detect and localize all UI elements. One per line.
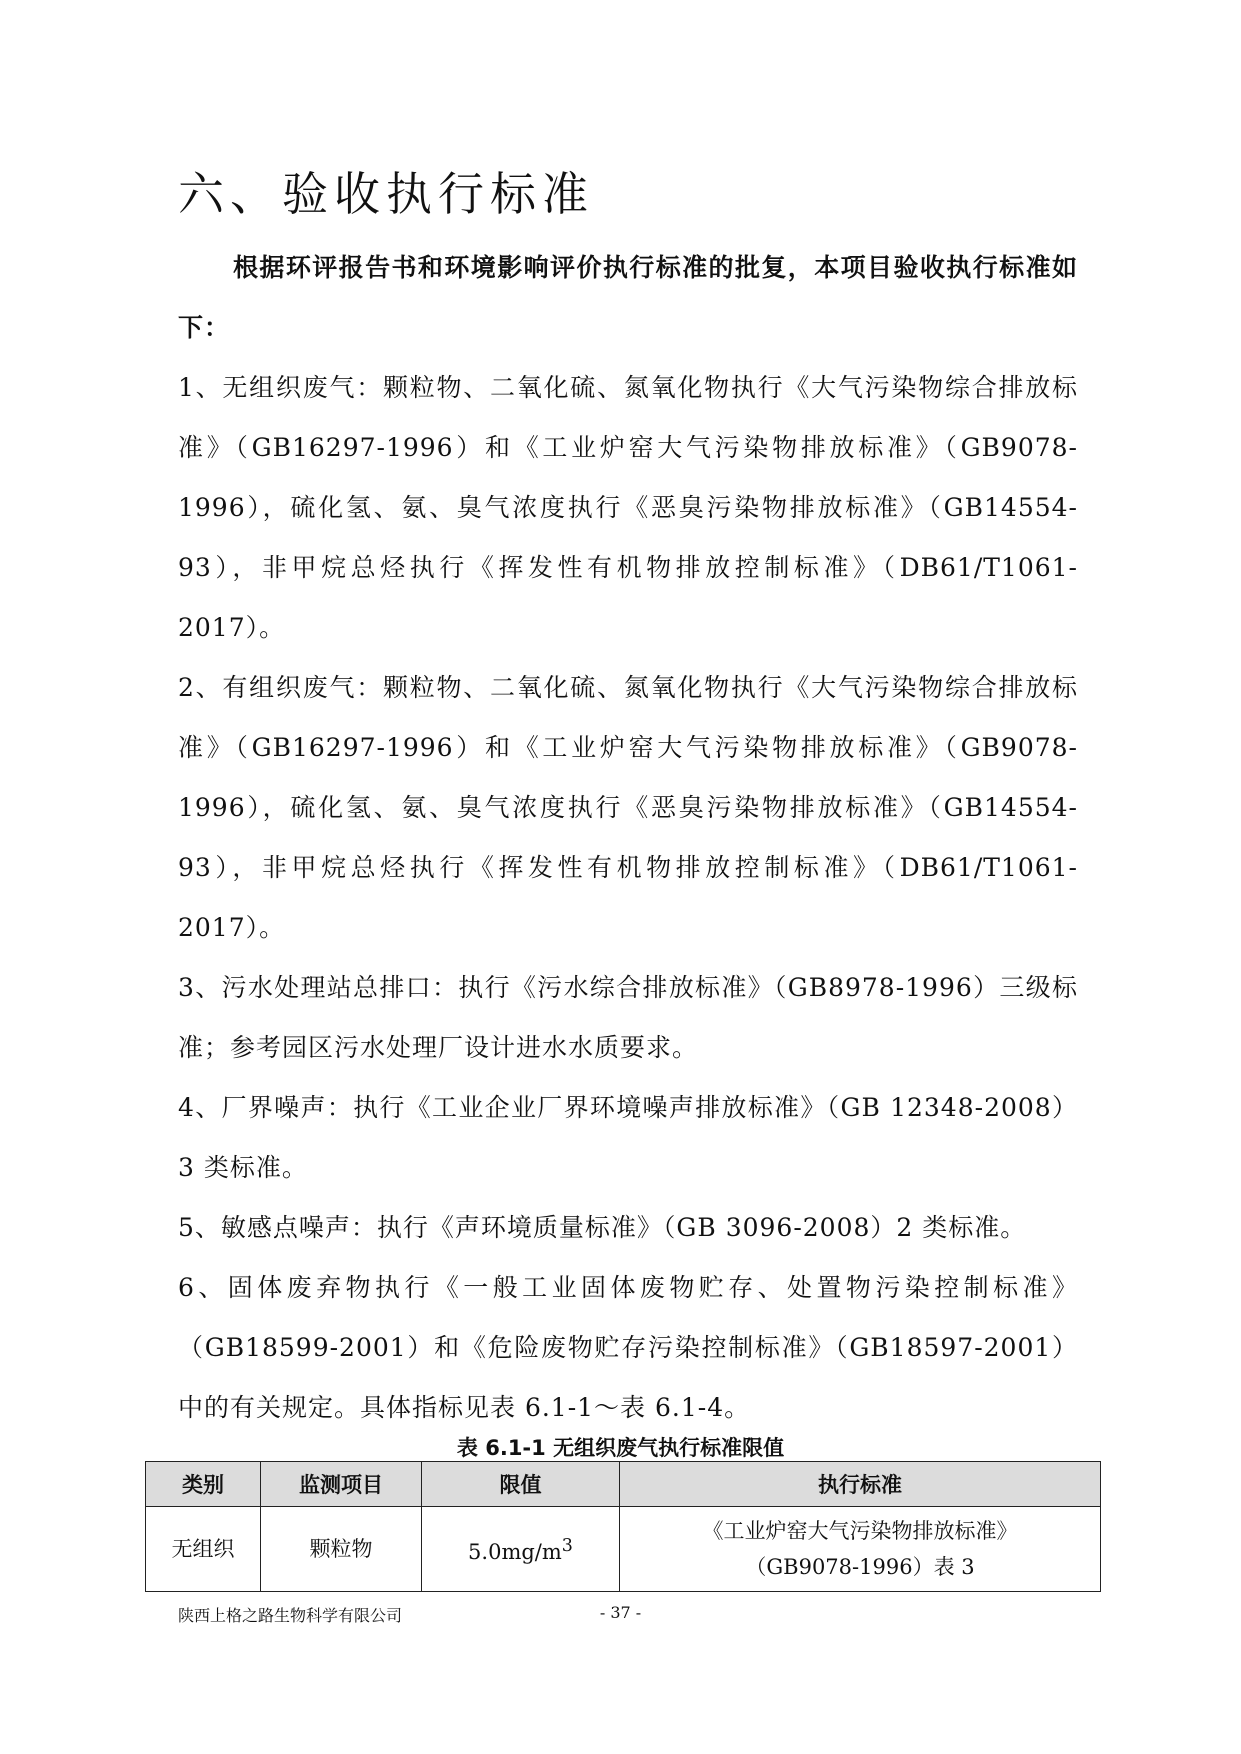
cell-item: 颗粒物: [261, 1507, 422, 1592]
cell-standard: [620, 1507, 1101, 1592]
body-text: [178, 238, 1078, 1438]
table-header-row: [146, 1462, 1101, 1507]
header-category: 类别: [146, 1462, 261, 1507]
standard-item-1: 1、无组织废气：颗粒物、二氧化硫、氮氧化物执行《大气污染物综合排放标准》（GB16297-1996）和《工业炉窑大气污染物排放标准》（GB9078-1996），硫化氢、氨、臭气浓度执行《恶臭污染物排放标准》（GB14554-93），非甲烷总烃执行《挥发性有机物排放控制标准》（DB61/T1061-2017）。: [178, 373, 1078, 642]
standard-line-1: 《工业炉窑大气污染物排放标准》: [702, 1519, 1018, 1543]
standard-line-2: （GB9078-1996）表 3: [745, 1555, 975, 1579]
standard-item-2: 2、有组织废气：颗粒物、二氧化硫、氮氧化物执行《大气污染物综合排放标准》（GB16297-1996）和《工业炉窑大气污染物排放标准》（GB9078-1996），硫化氢、氨、臭气浓度执行《恶臭污染物排放标准》（GB14554-93），非甲烷总烃执行《挥发性有机物排放控制标准》（DB61/T1061-2017）。: [178, 673, 1078, 942]
standard-item-5: 5、敏感点噪声：执行《声环境质量标准》（GB 3096-2008）2 类标准。: [178, 1213, 1027, 1242]
header-item: 监测项目: [261, 1462, 422, 1507]
standard-item-4: 4、厂界噪声：执行《工业企业厂界环境噪声排放标准》（GB 12348-2008）3 类标准。: [178, 1093, 1078, 1182]
limit-value: 5.0mg/m: [468, 1540, 562, 1564]
header-standard: 执行标准: [620, 1462, 1101, 1507]
limit-superscript: 3: [561, 1536, 573, 1556]
section-heading: 六、验收执行标准: [178, 167, 594, 221]
intro-paragraph: 根据环评报告书和环境影响评价执行标准的批复，本项目验收执行标准如下：: [178, 253, 1078, 342]
cell-category: 无组织: [146, 1507, 261, 1592]
page-number: - 37 -: [599, 1603, 642, 1622]
table-row: [146, 1507, 1101, 1592]
cell-limit: [422, 1507, 620, 1592]
header-limit: 限值: [422, 1462, 620, 1507]
footer-company: 陕西上格之路生物科学有限公司: [178, 1606, 403, 1625]
standard-item-6: 6、固体废弃物执行《一般工业固体废物贮存、处置物污染控制标准》（GB18599-2001）和《危险废物贮存污染控制标准》（GB18597-2001）中的有关规定。具体指标见表 6.1-1～表 6.1-4。: [178, 1273, 1078, 1422]
table-caption: 表 6.1-1 无组织废气执行标准限值: [456, 1436, 785, 1460]
emission-standard-table: [145, 1461, 1101, 1592]
standard-item-3: 3、污水处理站总排口：执行《污水综合排放标准》（GB8978-1996）三级标准；参考园区污水处理厂设计进水水质要求。: [178, 973, 1078, 1062]
